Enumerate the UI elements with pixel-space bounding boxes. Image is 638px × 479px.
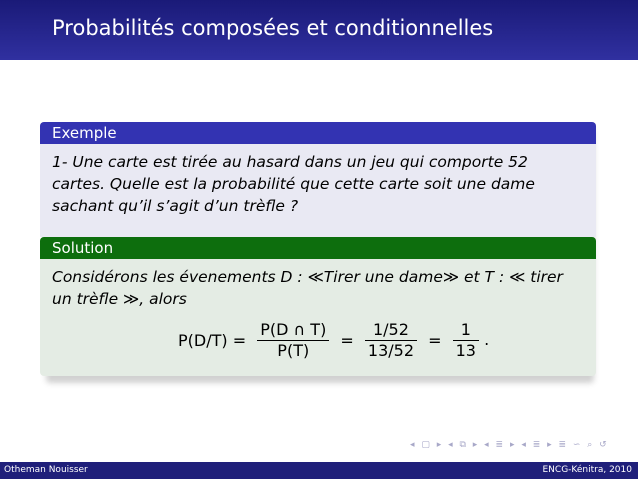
footer-bar <box>0 462 638 479</box>
formula-end: . <box>484 330 490 349</box>
equals-sign-2: = <box>428 331 442 350</box>
formula-lhs: P(D/T) = <box>178 331 247 350</box>
example-text: 1- Une carte est tirée au hasard dans un jeu qui comporte 52 cartes. Quelle est la probabilité que cette carte soit une dame sachant qu’il s’agit d’un trèfle ? <box>52 153 535 215</box>
beamer-navigation-icons[interactable]: ◂ ▢ ▸ ◂ ⧉ ▸ ◂ ≣ ▸ ◂ ≣ ▸ ≣ ∽ ⌕ ↺ <box>410 440 609 450</box>
fraction-3-denominator: 13 <box>455 341 476 360</box>
fraction-2 <box>365 320 417 361</box>
example-block-body <box>40 144 596 237</box>
fraction-2-numerator: 1/52 <box>365 320 417 341</box>
example-block-heading: Exemple <box>40 122 596 144</box>
solution-text: Considérons les évenements D : ≪Tirer une dame≫ et T : ≪ tirer un trèfle ≫, alors <box>52 268 563 308</box>
equals-sign-1: = <box>340 331 354 350</box>
solution-block-heading: Solution <box>40 237 596 259</box>
title-bar <box>0 0 638 60</box>
fraction-1-numerator: P(D ∩ T) <box>257 320 329 341</box>
fraction-3-numerator: 1 <box>453 320 479 341</box>
fraction-1-denominator: P(T) <box>277 341 310 360</box>
fraction-2-denominator: 13/52 <box>367 341 415 360</box>
fraction-1 <box>257 320 329 361</box>
conditional-probability-formula <box>172 320 489 368</box>
slide-title: Probabilités composées et conditionnelles <box>52 16 494 40</box>
footer-institution: ENCG-Kénitra, 2010 <box>542 465 632 475</box>
fraction-3 <box>453 320 479 361</box>
footer-author: Otheman Nouisser <box>4 465 88 475</box>
